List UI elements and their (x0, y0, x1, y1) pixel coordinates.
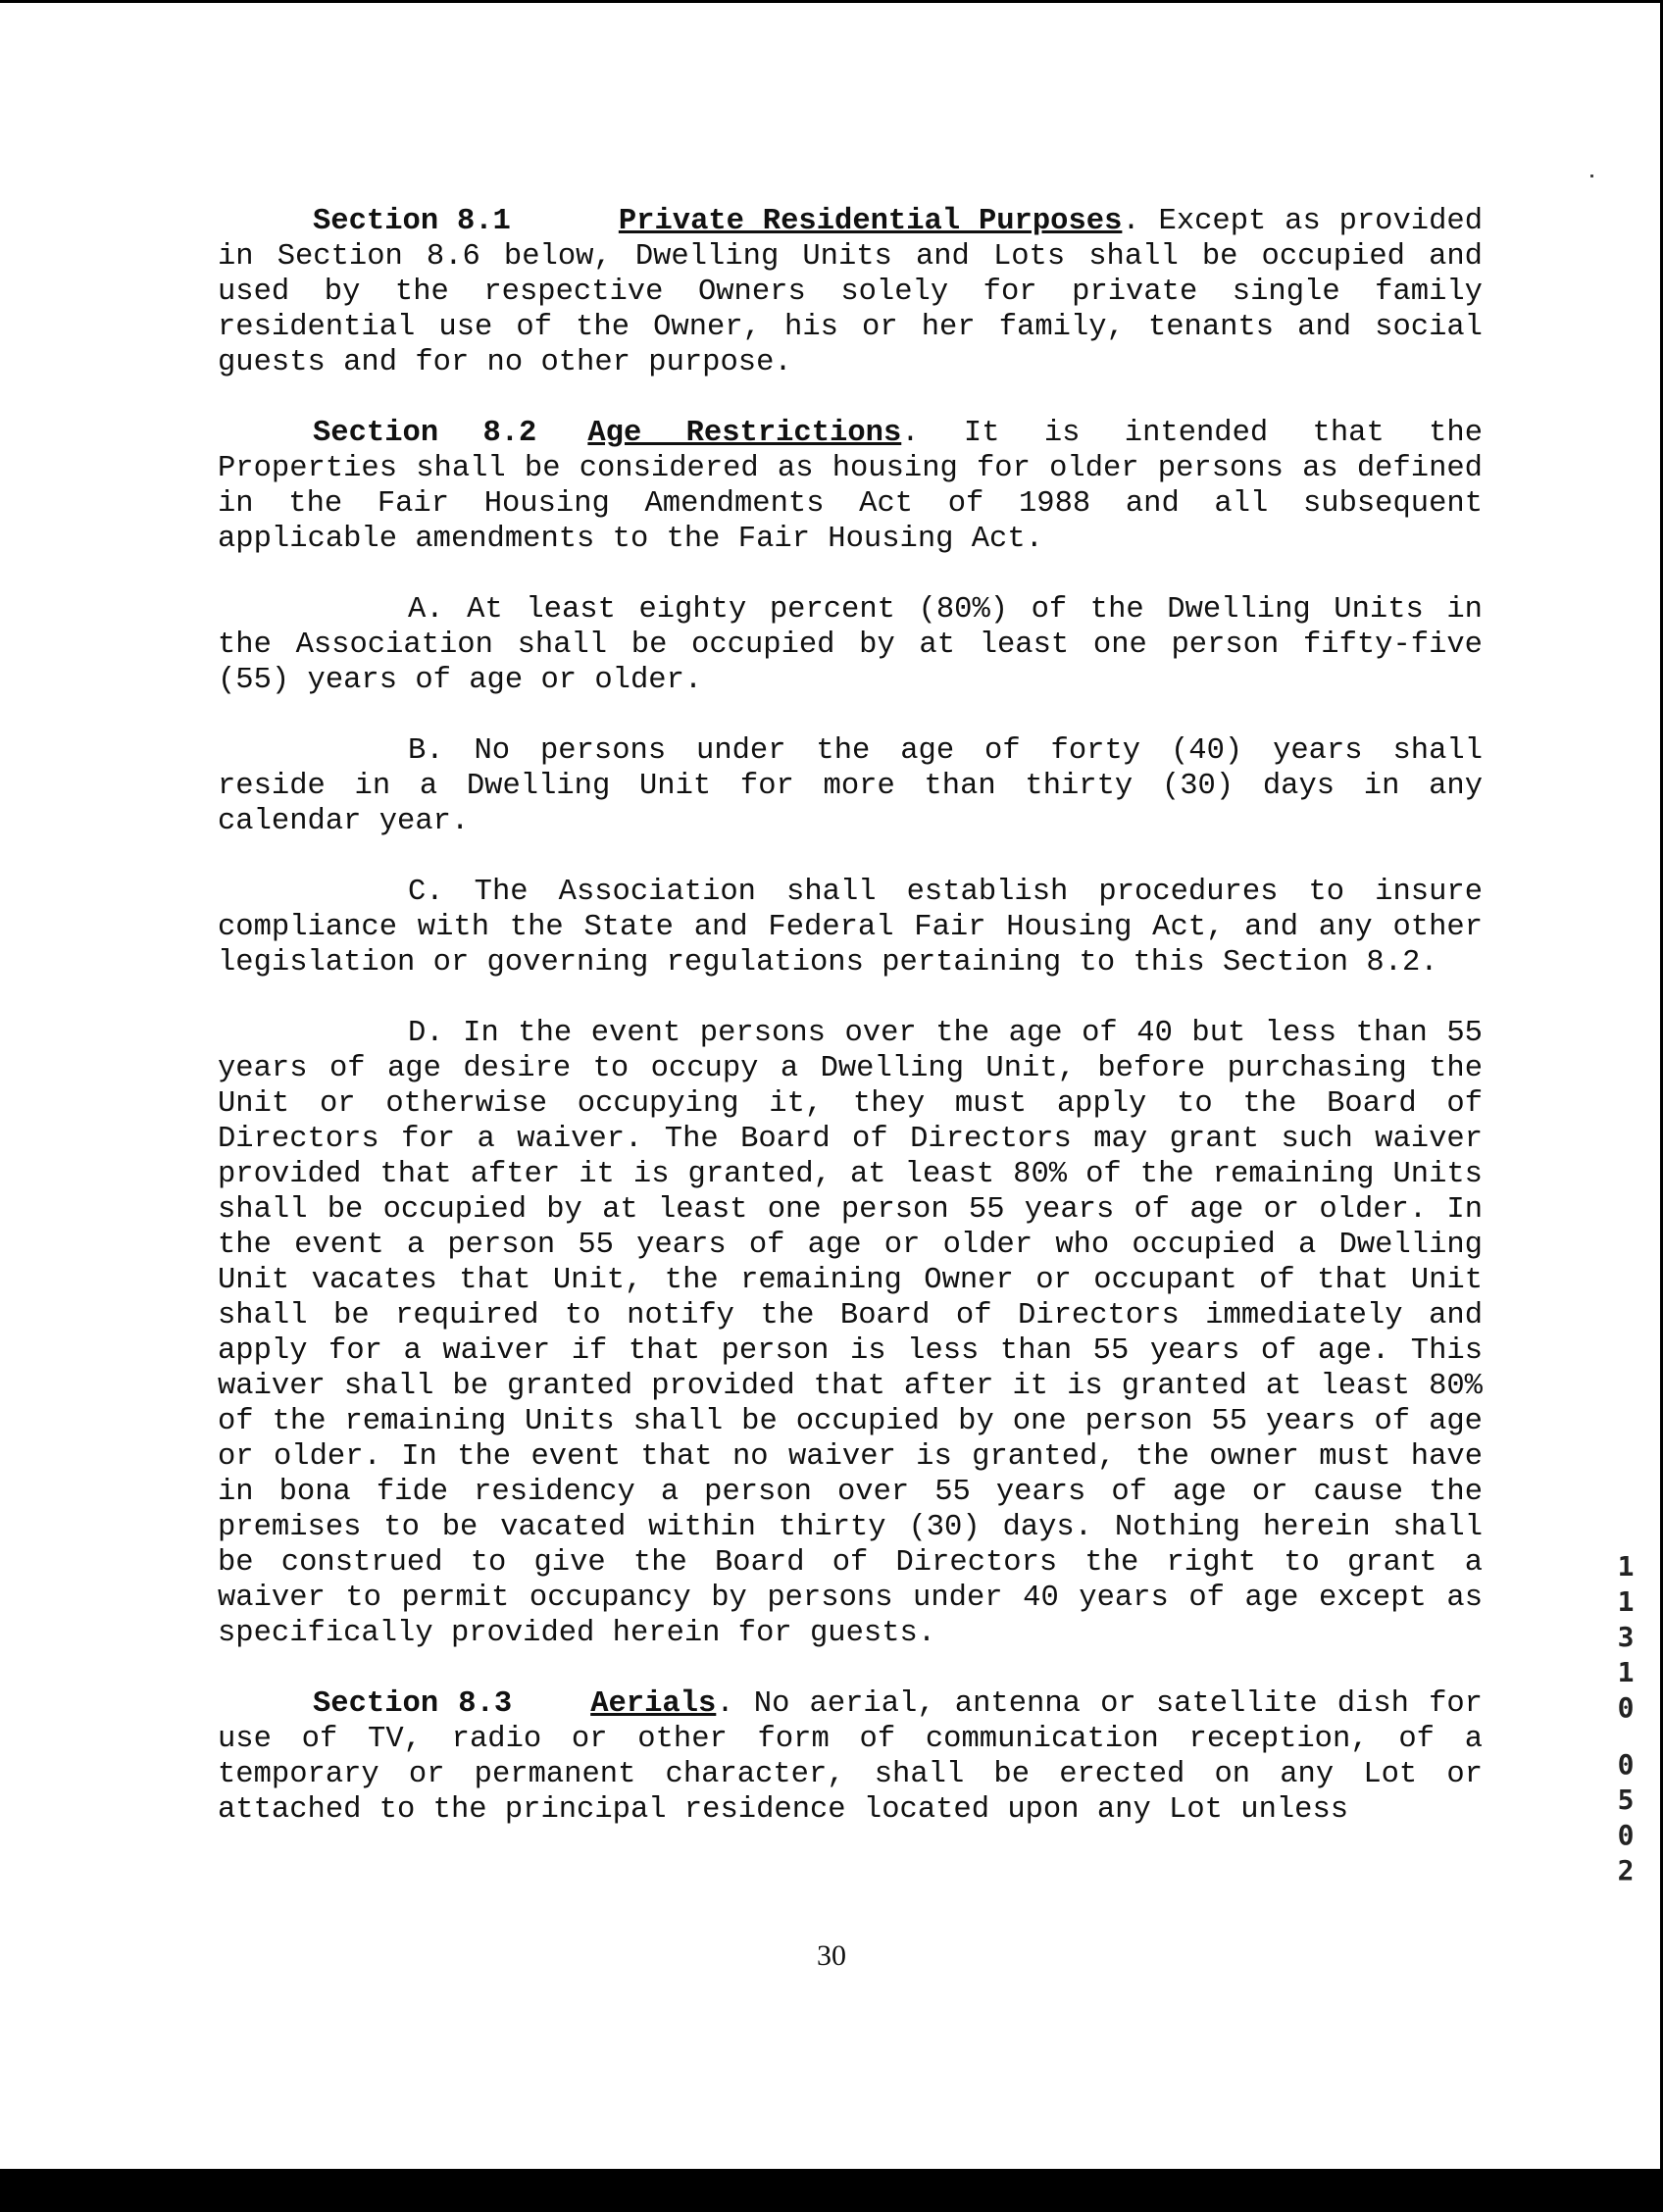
stamp-digit: 0 (1617, 1748, 1635, 1781)
stamp-digit: 5 (1617, 1784, 1635, 1816)
section-body: . No aerial, antenna or satellite dish for use of TV, radio or other form of communication reception, of a temporary or permanent character, shall be erected on any Lot or attached to the principal residence located upon any Lot unless (218, 1687, 1483, 1827)
stamp-digit: 0 (1617, 1691, 1635, 1724)
stamp-digit: 1 (1617, 1550, 1635, 1583)
subsection-d: D. In the event persons over the age of 40 but less than 55 years of age desire to occupy a Dwelling Unit, before purchasing the Unit or otherwise occupying it, they must apply to the Board of Directors for a waiver. The Board of Directors may grant such waiver provided that after it is granted, at least 80% of the remaining Units shall be occupied by at least one person 55 years of age or older. In the event a person 55 years of age or older who occupied a Dwelling Unit vacates that Unit, the remaining Owner or occupant of that Unit shall be required to notify the Board of Directors immediately and apply for a waiver if that person is less than 55 years of age. This waiver shall be granted provided that after it is granted at least 80% of the remaining Units shall be occupied by one person 55 years of age or older. In the event that no waiver is granted, the owner must have in bona fide residency a person over 55 years of age or cause the premises to be vacated within thirty (30) days. Nothing herein shall be construed to give the Board of Directors the right to grant a waiver to permit occupancy by persons under 40 years of age except as specifically provided herein for guests. (218, 1017, 1483, 1650)
section-number: Section 8.3 (313, 1687, 513, 1721)
subsection-b: B. No persons under the age of forty (40) years shall reside in a Dwelling Unit for more than thirty (30) days in any calendar year. (218, 734, 1483, 838)
stamp-digit: 1 (1617, 1656, 1635, 1688)
scan-bottom-edge (0, 2169, 1663, 2212)
page-number: 30 (817, 1939, 846, 1972)
subsection-a: A. At least eighty percent (80%) of the Dwelling Units in the Association shall be occupied by at least one person fifty-five (55) years of age or older. (218, 593, 1483, 697)
section-8-1 (218, 204, 1483, 380)
section-body: . It is intended that the Properties shall be considered as housing for older persons as defined in the Fair Housing Amendments Act of 1988 and all subsequent applicable amendments to the Fair Housing Act. (218, 417, 1483, 556)
stamp-digit: 1 (1617, 1585, 1635, 1618)
subsection-c: C. The Association shall establish procedures to insure compliance with the State and Federal Fair Housing Act, and any other legislation or governing regulations pertaining to this Section 8.2. (218, 876, 1483, 980)
section-heading: Private Residential Purposes (618, 205, 1123, 238)
recording-stamp (1608, 1549, 1643, 1888)
stamp-digit: 0 (1617, 1819, 1635, 1851)
section-8-2 (218, 416, 1483, 557)
scan-speck (1590, 175, 1593, 177)
section-8-3 (218, 1686, 1483, 1828)
scan-top-edge (0, 0, 1663, 3)
section-number: Section 8.2 (313, 417, 537, 450)
section-heading: Aerials (590, 1687, 717, 1721)
stamp-digit: 2 (1617, 1854, 1635, 1886)
stamp-gap (1608, 1726, 1643, 1747)
stamp-digit: 3 (1617, 1621, 1635, 1653)
document-page (218, 204, 1483, 1863)
section-body: . Except as provided in Section 8.6 below, Dwelling Units and Lots shall be occupied and used by the respective Owners solely for private single family residential use of the Owner, his or her family, tenants and social guests and for no other purpose. (218, 205, 1484, 379)
section-heading: Age Restrictions (587, 417, 902, 450)
section-number: Section 8.1 (313, 205, 511, 238)
